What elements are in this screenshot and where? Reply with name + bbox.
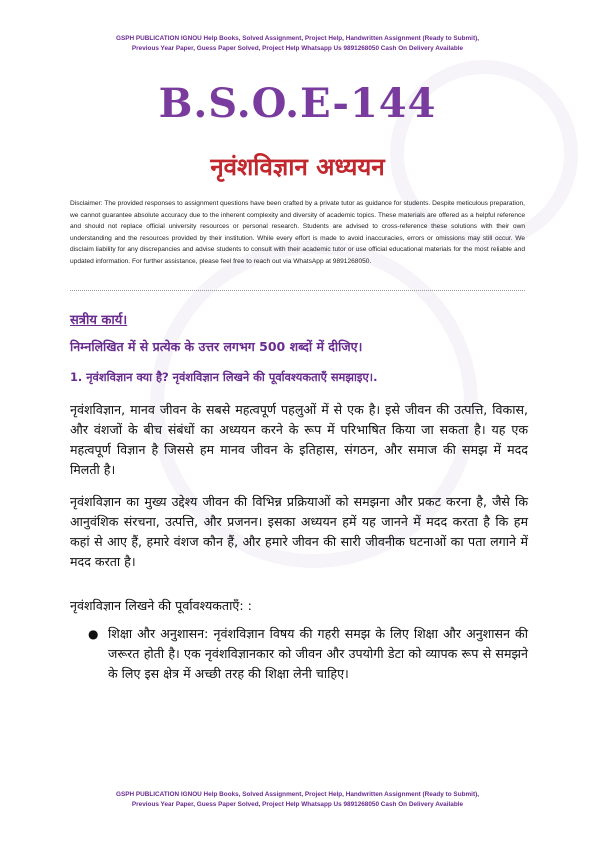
instruction-text: निम्नलिखित में से प्रत्येक के उत्तर लगभग 500 शब्दों में दीजिए। — [70, 339, 363, 354]
header-banner-line-2: Previous Year Paper, Guess Paper Solved, Project Help Whatsapp Us 9891268050 Cash On Delivery Available — [131, 45, 464, 52]
section-label: सत्रीय कार्य। — [70, 313, 128, 328]
list-item-text: शिक्षा और अनुशासन: नृवंशविज्ञान विषय की गहरी समझ के लिए शिक्षा और अनुशासन की जरूरत होती है। एक नृवंशविज्ञानकार को जीवन और उपयोगी डेटा को व्यापक रूप से समझने के लिए इस क्षेत्र में अच्छी तरह की शिक्षा लेनी चाहिए। — [108, 626, 528, 681]
answer-paragraph-2: नृवंशविज्ञान का मुख्य उद्देश्य जीवन की विभिन्न प्रक्रियाओं को समझना और प्रकट करना है, जैसे कि आनुवंशिक संरचना, उत्पत्ति, और प्रजनन। इसका अध्ययन हमें यह जानने में मदद करता है कि हम कहां से आए हैं, हमारे वंशज कौन हैं, और हमारे जीवन की सारी जीवनीक घटनाओं का पता लगाने में मदद करता है। — [70, 494, 528, 569]
bullet-icon: ● — [88, 627, 99, 641]
divider — [70, 290, 525, 291]
header-banner — [50, 34, 545, 54]
disclaimer-text: Disclaimer: The provided responses to assignment questions have been crafted by a private tutor as guidance for students. Despite meticulous preparation, we cannot guarantee absolute accuracy due to the inherent complexity and diversity of academic topics. These materials are offered as a helpful reference and should not replace official university resources or personal research. Students are advised to cross-reference these solutions with their own understanding and the resources provided by their institution. While every effort is made to avoid inaccuracies, errors or omissions may still occur. We disclaim liability for any discrepancies and advise students to consult with their academic tutor or use official educational materials for the most reliable and updated information. For further assistance, please feel free to reach out via WhatsApp at 9891268050. — [70, 200, 525, 265]
prerequisites-heading: नृवंशविज्ञान लिखने की पूर्वावश्यकताएँ: : — [70, 598, 252, 613]
course-code-title: B.S.O.E-144 — [158, 80, 437, 127]
subject-title: नृवंशविज्ञान अध्ययन — [210, 153, 385, 181]
question-heading: 1. नृवंशविज्ञान क्या है? नृवंशविज्ञान लिखने की पूर्वावश्यकताएँ समझाइए।. — [70, 370, 378, 384]
list-item — [86, 624, 528, 684]
header-banner-line-1: GSPH PUBLICATION IGNOU Help Books, Solved Assignment, Project Help, Handwritten Assignment (Ready to Submit), — [115, 35, 479, 42]
prerequisites-list — [86, 624, 528, 684]
footer-banner — [50, 790, 545, 810]
footer-banner-line-1: GSPH PUBLICATION IGNOU Help Books, Solved Assignment, Project Help, Handwritten Assignment (Ready to Submit), — [115, 791, 479, 798]
answer-paragraph-1: नृवंशविज्ञान, मानव जीवन के सबसे महत्वपूर्ण पहलुओं में से एक है। इसे जीवन की उत्पत्ति, विकास, और वंशजों के बीच संबंधों का अध्ययन करने के रूप में परिभाषित किया जा सकता है। यह एक महत्वपूर्ण विज्ञान है जिससे हम मानव जीवन के इतिहास, संगठन, और समाज की समझ में मदद मिलती है। — [70, 402, 528, 477]
footer-banner-line-2: Previous Year Paper, Guess Paper Solved, Project Help Whatsapp Us 9891268050 Cash On Delivery Available — [131, 801, 464, 808]
